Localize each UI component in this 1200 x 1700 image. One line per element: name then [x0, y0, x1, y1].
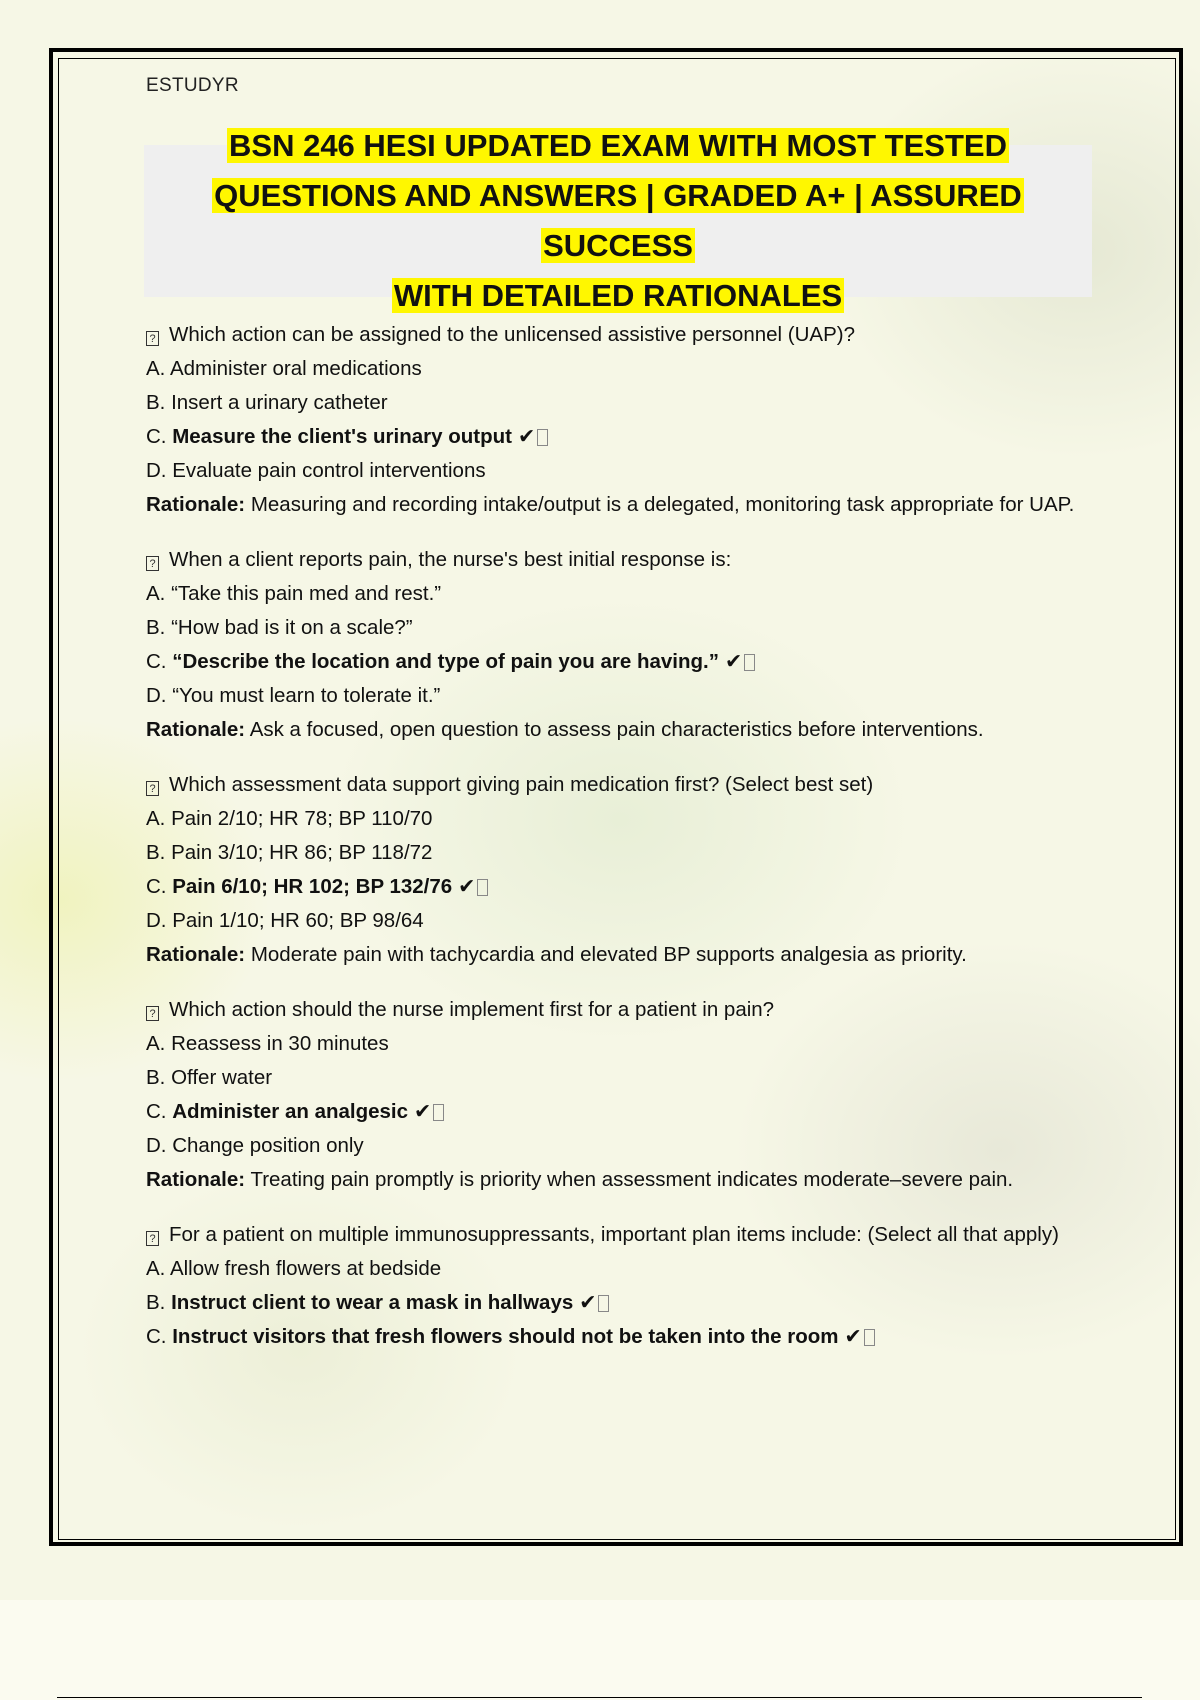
question-text: Which assessment data support giving pain medication first? (Select best set): [169, 773, 874, 796]
option-letter: C.: [146, 650, 173, 673]
option-letter: C.: [146, 1325, 173, 1348]
missing-glyph-icon: [537, 429, 548, 446]
answer-option-correct: [146, 1286, 1092, 1320]
question-marker-icon: ?: [146, 556, 159, 571]
answer-option-correct: [146, 1095, 1092, 1129]
option-letter: B.: [146, 616, 172, 639]
rationale-label: Rationale:: [146, 493, 246, 516]
option-text: Reassess in 30 minutes: [171, 1032, 389, 1055]
question-text: For a patient on multiple immunosuppressants, important plan items include: (Select all that apply): [169, 1223, 1059, 1246]
footer-rule: [57, 1697, 1142, 1698]
rationale-label: Rationale:: [146, 718, 246, 741]
title-line-1: BSN 246 HESI UPDATED EXAM WITH MOST TESTED: [229, 128, 1007, 163]
answer-option: [146, 577, 1092, 611]
option-letter: A.: [146, 582, 172, 605]
option-text: “Describe the location and type of pain you are having.”: [172, 650, 719, 673]
question-block: [146, 768, 1092, 972]
option-text: Administer an analgesic: [172, 1100, 409, 1123]
option-text: Pain 1/10; HR 60; BP 98/64: [172, 909, 424, 932]
question-block: [146, 993, 1092, 1197]
answer-option: [146, 611, 1092, 645]
option-text: Pain 2/10; HR 78; BP 110/70: [171, 807, 433, 830]
option-letter: A.: [146, 807, 172, 830]
option-text: “How bad is it on a scale?”: [171, 616, 413, 639]
checkmark-icon: ✔: [579, 1291, 597, 1314]
checkmark-icon: ✔: [724, 650, 743, 673]
rationale-label: Rationale:: [146, 1168, 246, 1191]
checkmark-icon: ✔: [844, 1325, 862, 1348]
rationale: [146, 938, 1092, 972]
answer-option: [146, 802, 1092, 836]
answer-option: [146, 836, 1092, 870]
option-letter: D.: [146, 909, 173, 932]
rationale-text: Treating pain promptly is priority when assessment indicates moderate–severe pain.: [250, 1168, 1014, 1191]
option-letter: B.: [146, 1291, 172, 1314]
option-letter: A.: [146, 1257, 170, 1280]
question-stem: [146, 543, 1092, 577]
answer-option: [146, 1027, 1092, 1061]
question-marker-icon: ?: [146, 1006, 159, 1021]
rationale-text: Moderate pain with tachycardia and elevated BP supports analgesia as priority.: [250, 943, 967, 966]
option-text: Measure the client's urinary output: [172, 425, 512, 448]
missing-glyph-icon: [598, 1295, 609, 1312]
title-line-3: WITH DETAILED RATIONALES: [393, 278, 843, 313]
answer-option-correct: [146, 1320, 1092, 1354]
answer-option-correct: [146, 420, 1092, 454]
option-text: Pain 3/10; HR 86; BP 118/72: [171, 841, 433, 864]
option-letter: C.: [146, 425, 173, 448]
missing-glyph-icon: [477, 879, 488, 896]
option-text: Pain 6/10; HR 102; BP 132/76: [172, 875, 453, 898]
rationale: [146, 488, 1092, 522]
question-block: [146, 318, 1092, 522]
option-text: “Take this pain med and rest.”: [171, 582, 442, 605]
question-marker-icon: ?: [146, 781, 159, 796]
answer-option: [146, 454, 1092, 488]
question-stem: [146, 318, 1092, 352]
rationale-text: Measuring and recording intake/output is a delegated, monitoring task appropriate for UAP.: [250, 493, 1075, 516]
checkmark-icon: ✔: [458, 875, 476, 898]
answer-option: [146, 679, 1092, 713]
option-letter: D.: [146, 1134, 173, 1157]
answer-option: [146, 1129, 1092, 1163]
option-letter: D.: [146, 684, 173, 707]
rationale: [146, 713, 1092, 747]
question-text: Which action should the nurse implement first for a patient in pain?: [169, 998, 775, 1021]
option-text: Instruct client to wear a mask in hallways: [171, 1291, 574, 1314]
question-list: [146, 318, 1092, 1375]
option-text: Allow fresh flowers at bedside: [169, 1257, 442, 1280]
option-text: Instruct visitors that fresh flowers should not be taken into the room: [172, 1325, 839, 1348]
option-text: “You must learn to tolerate it.”: [172, 684, 441, 707]
question-stem: [146, 1218, 1092, 1252]
answer-option-correct: [146, 645, 1092, 679]
question-text: When a client reports pain, the nurse's best initial response is:: [169, 548, 732, 571]
answer-option: [146, 386, 1092, 420]
rationale: [146, 1163, 1092, 1197]
option-letter: D.: [146, 459, 173, 482]
rationale-label: Rationale:: [146, 943, 246, 966]
option-text: Change position only: [172, 1134, 364, 1157]
answer-option: [146, 352, 1092, 386]
option-text: Offer water: [171, 1066, 273, 1089]
document-title: [144, 121, 1092, 321]
checkmark-icon: ✔: [414, 1100, 432, 1123]
question-stem: [146, 768, 1092, 802]
question-text: Which action can be assigned to the unlicensed assistive personnel (UAP)?: [169, 323, 855, 346]
brand-header: ESTUDYR: [146, 75, 239, 96]
answer-option: [146, 1252, 1092, 1286]
option-letter: B.: [146, 391, 172, 414]
title-line-2: QUESTIONS AND ANSWERS | GRADED A+ | ASSURED SUCCESS: [214, 178, 1022, 263]
question-marker-icon: ?: [146, 331, 159, 346]
answer-option-correct: [146, 870, 1092, 904]
option-text: Evaluate pain control interventions: [172, 459, 486, 482]
answer-option: [146, 904, 1092, 938]
question-block: [146, 1218, 1092, 1354]
option-letter: A.: [146, 1032, 172, 1055]
option-letter: B.: [146, 1066, 172, 1089]
checkmark-icon: ✔: [517, 425, 536, 448]
option-letter: C.: [146, 1100, 173, 1123]
title-band: [144, 128, 1092, 313]
answer-option: [146, 1061, 1092, 1095]
question-stem: [146, 993, 1092, 1027]
option-text: Administer oral medications: [169, 357, 422, 380]
option-letter: B.: [146, 841, 172, 864]
option-letter: A.: [146, 357, 170, 380]
question-block: [146, 543, 1092, 747]
option-text: Insert a urinary catheter: [171, 391, 388, 414]
rationale-text: Ask a focused, open question to assess pain characteristics before interventions.: [249, 718, 984, 741]
missing-glyph-icon: [433, 1104, 444, 1121]
missing-glyph-icon: [744, 654, 755, 671]
question-marker-icon: ?: [146, 1231, 159, 1246]
missing-glyph-icon: [864, 1329, 875, 1346]
option-letter: C.: [146, 875, 173, 898]
